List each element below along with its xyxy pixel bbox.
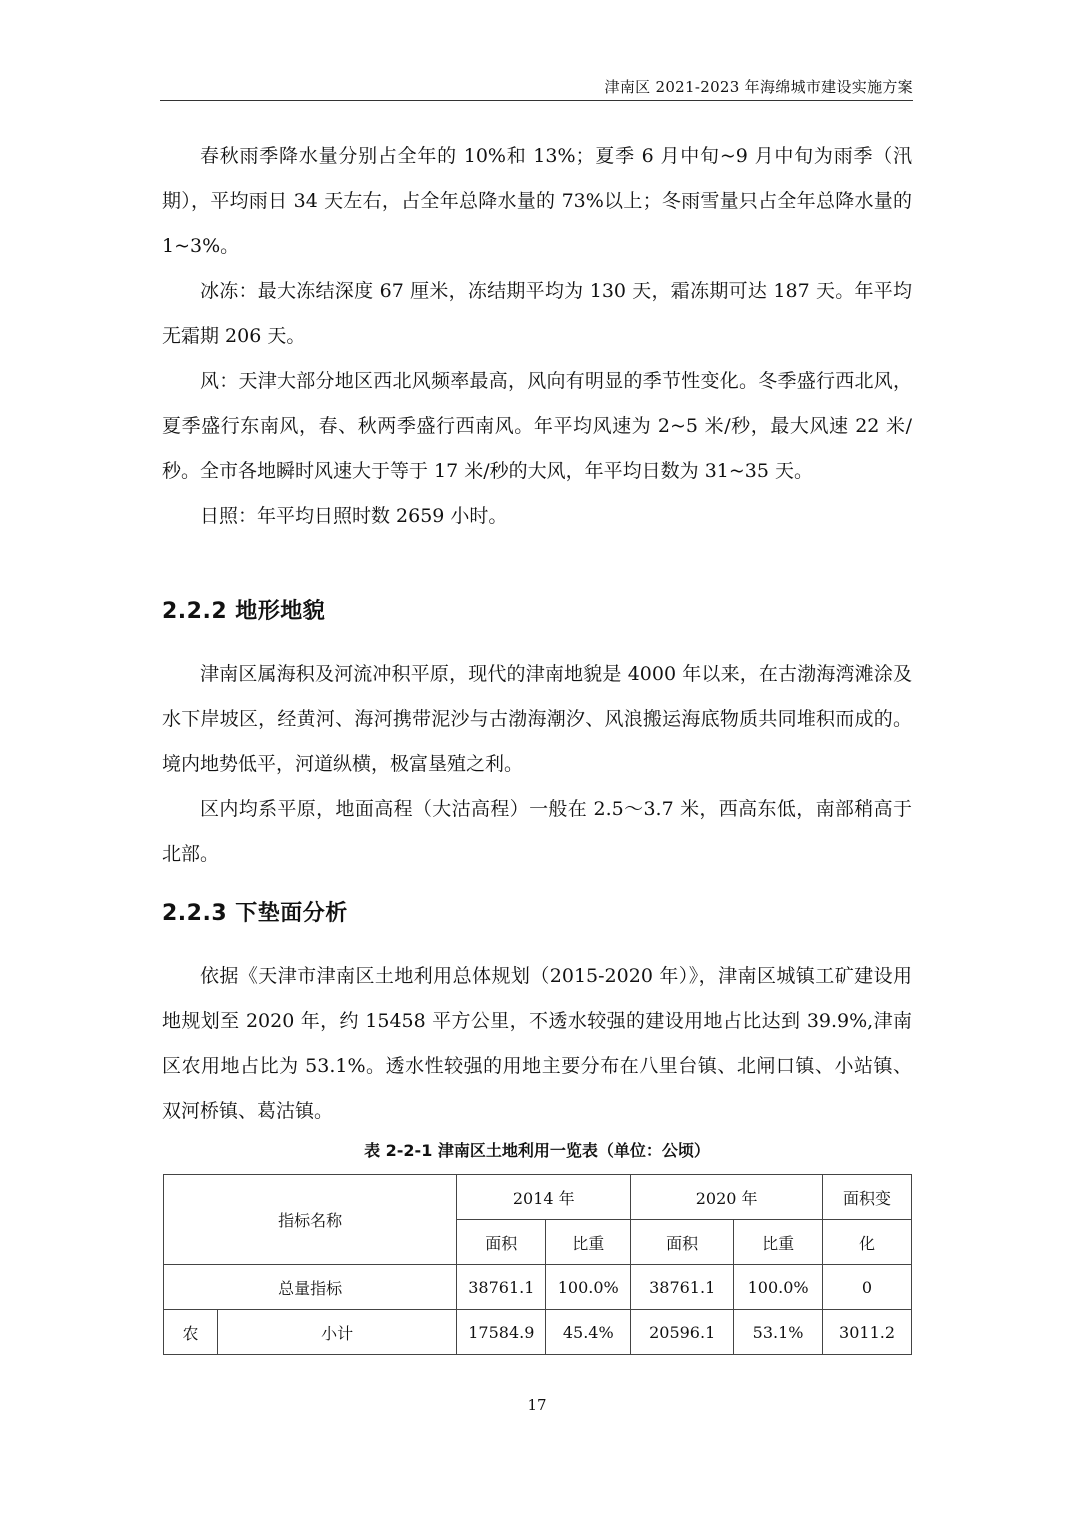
underlying-surface-paragraph: 依据《天津市津南区土地利用总体规划（2015-2020 年）》，津南区城镇工矿建设用地规划至 2020 年，约 15458 平方公里，不透水较强的建设用地占比达到 39.9%,津南区农用地占比为 53.1%。透水性较强的用地主要分布在八里台镇、北闸口镇、小站镇、双河桥镇、葛沽镇。 bbox=[162, 965, 912, 1122]
terrain-section bbox=[162, 652, 912, 877]
freeze-paragraph: 冰冻：最大冻结深度 67 厘米，冻结期平均为 130 天，霜冻期可达 187 天。年平均无霜期 206 天。 bbox=[162, 280, 912, 347]
row-label: 总量指标 bbox=[164, 1265, 457, 1310]
subheader-area-2014: 面积 bbox=[457, 1220, 546, 1265]
terrain-paragraph-2: 区内均系平原，地面高程（大沽高程）一般在 2.5～3.7 米，西高东低，南部稍高于北部。 bbox=[162, 798, 912, 865]
page-number: 17 bbox=[527, 1396, 547, 1414]
table-header-row bbox=[164, 1175, 912, 1220]
table-row bbox=[164, 1310, 912, 1355]
section-heading-underlying-surface: 2.2.3 下垫面分析 bbox=[162, 901, 348, 926]
table-caption: 表 2-2-1 津南区土地利用一览表（单位：公顷） bbox=[364, 1141, 710, 1160]
section-heading-terrain: 2.2.2 地形地貌 bbox=[162, 599, 326, 624]
subheader-ratio-2014: 比重 bbox=[546, 1220, 631, 1265]
sunshine-paragraph: 日照：年平均日照时数 2659 小时。 bbox=[200, 505, 508, 527]
cell-ratio-2020: 100.0% bbox=[734, 1265, 823, 1310]
header-2020: 2020 年 bbox=[631, 1175, 823, 1220]
cell-area-2020: 38761.1 bbox=[631, 1265, 734, 1310]
cell-area-2014: 17584.9 bbox=[457, 1310, 546, 1355]
cell-ratio-2014: 100.0% bbox=[546, 1265, 631, 1310]
cell-ratio-2014: 45.4% bbox=[546, 1310, 631, 1355]
wind-paragraph: 风：天津大部分地区西北风频率最高，风向有明显的季节性变化。冬季盛行西北风，夏季盛行东南风，春、秋两季盛行西南风。年平均风速为 2~5 米/秒，最大风速 22 米/秒。全市各地瞬时风速大于等于 17 米/秒的大风，年平均日数为 31~35 天。 bbox=[162, 370, 912, 482]
header-indicator: 指标名称 bbox=[164, 1175, 457, 1265]
underlying-surface-section bbox=[162, 954, 912, 1134]
table-row bbox=[164, 1265, 912, 1310]
header-area-change-top: 面积变 bbox=[823, 1175, 912, 1220]
cell-area-change: 0 bbox=[823, 1265, 912, 1310]
cell-ratio-2020: 53.1% bbox=[734, 1310, 823, 1355]
land-use-table bbox=[163, 1174, 912, 1355]
header-area-change-bottom: 化 bbox=[823, 1220, 912, 1265]
subheader-area-2020: 面积 bbox=[631, 1220, 734, 1265]
subheader-ratio-2020: 比重 bbox=[734, 1220, 823, 1265]
cell-area-2020: 20596.1 bbox=[631, 1310, 734, 1355]
header-2014: 2014 年 bbox=[457, 1175, 631, 1220]
row-label: 小计 bbox=[217, 1310, 456, 1355]
running-header: 津南区 2021-2023 年海绵城市建设实施方案 bbox=[160, 74, 913, 101]
climate-section bbox=[162, 134, 912, 539]
cell-area-2014: 38761.1 bbox=[457, 1265, 546, 1310]
cell-area-change: 3011.2 bbox=[823, 1310, 912, 1355]
row-group: 农 bbox=[164, 1310, 218, 1355]
terrain-paragraph-1: 津南区属海积及河流冲积平原，现代的津南地貌是 4000 年以来，在古渤海湾滩涂及水下岸坡区，经黄河、海河携带泥沙与古渤海潮汐、风浪搬运海底物质共同堆积而成的。境内地势低平，河道纵横，极富垦殖之利。 bbox=[162, 663, 912, 775]
rain-season-paragraph: 春秋雨季降水量分别占全年的 10%和 13%；夏季 6 月中旬~9 月中旬为雨季（汛期），平均雨日 34 天左右，占全年总降水量的 73%以上；冬雨雪量只占全年总降水量的 1~3%。 bbox=[162, 145, 912, 257]
